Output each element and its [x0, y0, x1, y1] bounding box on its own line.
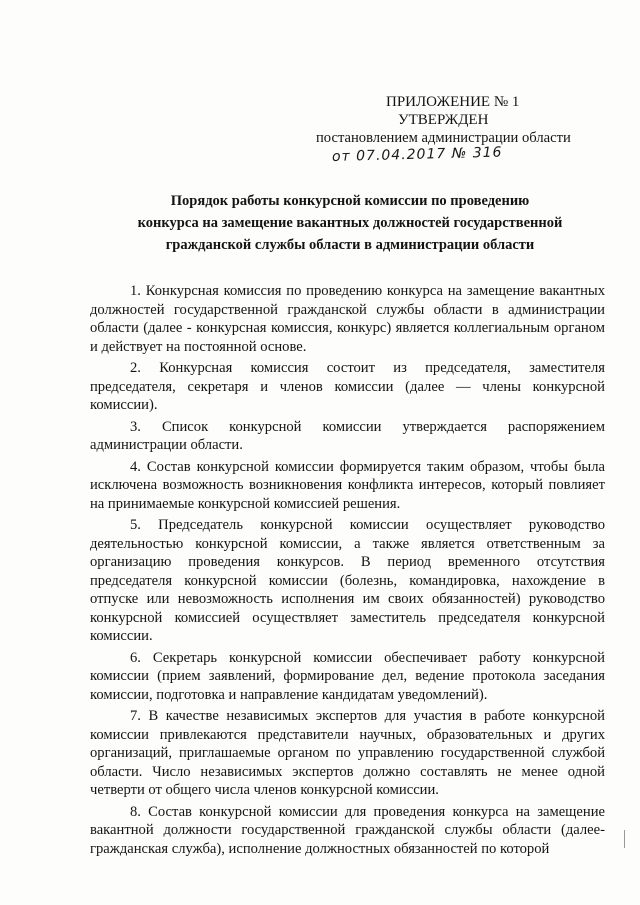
title-line-3: гражданской службы области в администрации области: [165, 237, 535, 253]
paragraph-8: 8. Состав конкурсной комиссии для проведения конкурса на замещение вакантной должности государственной гражданской службы области (далее-гражданская служба), исполнение должностных обязанностей по которой: [90, 803, 605, 857]
paragraph-4: 4. Состав конкурсной комиссии формируется таким образом, чтобы была исключена возможность возникновения конфликта интересов, который повлияет на принимаемые конкурсной комиссией решения.: [90, 458, 605, 512]
scan-edge-mark: [624, 830, 625, 848]
approved-by: постановлением администрации области: [316, 130, 571, 146]
paragraph-2: 2. Конкурсная комиссия состоит из председателя, заместителя председателя, секретаря и членов комиссии (далее — члены конкурсной комиссии).: [90, 360, 605, 413]
title-line-2: конкурса на замещение вакантных должностей государственной: [137, 215, 563, 231]
document-title: [90, 190, 610, 256]
title-line-1: Порядок работы конкурсной комиссии по проведению: [170, 193, 530, 209]
paragraph-6: 6. Секретарь конкурсной комиссии обеспечивает работу конкурсной комиссии (прием заявлений, формирование дел, ведение протокола заседания комиссии, подготовка и направление кандидатам уведомлений).: [90, 649, 605, 703]
paragraph-5: 5. Председатель конкурсной комиссии осуществляет руководство деятельностью конкурсной комиссии, а также является ответственным за организацию проведения конкурсов. В период временного отсутствия председателя конкурсной комиссии (болезнь, командировка, нахождение в отпуске или невозможность исполнения им своих обязанностей) руководство конкурсной комиссией осуществляет заместитель председателя конкурсной комиссии.: [90, 517, 605, 644]
paragraph-3: 3. Список конкурсной комиссии утверждается распоряжением администрации области.: [90, 418, 605, 453]
paragraph-7: 7. В качестве независимых экспертов для участия в работе конкурсной комиссии привлекаются представители научных, образовательных и других организаций, приглашаемые органом по управлению государственной службой области. Число независимых экспертов должно составлять не менее одной четверти от общего числа членов конкурсной комиссии.: [90, 708, 605, 798]
approval-stamp: [300, 93, 600, 166]
paragraph-1: 1. Конкурсная комиссия по проведению конкурса на замещение вакантных должностей государственной гражданской службы области в администрации области (далее - конкурсная комиссия, конкурс) является коллегиальным органом и действует на постоянной основе.: [90, 283, 605, 355]
document-body: [90, 282, 605, 861]
approved-label: УТВЕРЖДЕН: [398, 112, 489, 128]
handwritten-date-number: от 07.04.2017 № 316: [331, 144, 503, 165]
appendix-number: ПРИЛОЖЕНИЕ № 1: [386, 94, 520, 110]
